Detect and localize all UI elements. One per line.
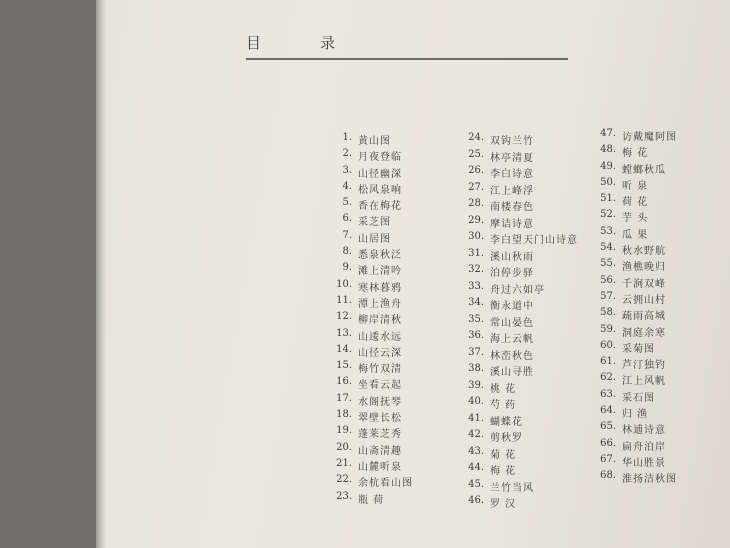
toc-entry-title: 滩上清吟 — [358, 266, 402, 278]
toc-entry-number: 9. — [342, 262, 352, 274]
toc-entry-title: 归 渔 — [622, 409, 649, 421]
toc-entry-number: 67. — [600, 453, 616, 465]
toc-column-3 — [586, 128, 677, 487]
toc-entry-title: 瓜 果 — [622, 229, 649, 241]
toc-entry-number: 20. — [336, 441, 352, 453]
toc-entry-title: 淮扬洁秋图 — [622, 474, 677, 486]
toc-entry-number: 51. — [600, 193, 616, 205]
toc-entry-number: 16. — [336, 376, 352, 388]
toc-entry-title: 摩诘诗意 — [490, 218, 534, 230]
toc-entry — [454, 380, 578, 397]
toc-entry-number: 55. — [600, 258, 616, 270]
toc-entry-number: 33. — [468, 280, 484, 292]
toc-entry — [320, 181, 413, 197]
toc-column-2 — [454, 132, 578, 512]
toc-entry-title: 溪山寻胜 — [490, 367, 534, 378]
toc-entry-title: 山居图 — [358, 233, 391, 245]
toc-entry-number: 41. — [468, 412, 484, 424]
toc-entry-number: 62. — [600, 372, 616, 384]
toc-entry-title: 林峦秋色 — [490, 350, 534, 362]
toc-entry-title: 常山晏色 — [490, 317, 534, 329]
toc-entry-number: 26. — [468, 165, 484, 176]
toc-entry — [320, 213, 413, 229]
toc-entry — [454, 165, 578, 182]
toc-entry-number: 63. — [600, 388, 616, 400]
toc-entry — [320, 148, 413, 164]
toc-entry-title: 螳螂秋瓜 — [622, 164, 666, 176]
toc-entry-title: 泊停步驿 — [490, 268, 534, 279]
toc-entry-title: 兰竹当风 — [490, 482, 534, 494]
toc-entry-title: 千涧双峰 — [622, 278, 666, 290]
toc-entry — [454, 149, 578, 166]
toc-entry — [454, 429, 578, 446]
toc-entry — [320, 262, 413, 278]
toc-entry-title: 海上云帆 — [490, 334, 534, 345]
toc-entry-number: 4. — [342, 180, 352, 192]
toc-entry-title: 江上峰浮 — [490, 185, 534, 197]
toc-entry-title: 月夜登临 — [358, 152, 402, 164]
toc-entry-number: 13. — [336, 327, 352, 339]
toc-entry-title: 南楼春色 — [490, 202, 534, 213]
toc-entry-title: 山麓听泉 — [358, 461, 402, 473]
toc-entry — [320, 458, 413, 474]
toc-entry — [586, 307, 677, 323]
toc-entry — [586, 144, 677, 160]
toc-entry-number: 49. — [600, 160, 616, 172]
toc-entry-title: 悉泉秋泛 — [358, 250, 402, 262]
toc-entry — [454, 347, 578, 364]
toc-entry-number: 25. — [468, 148, 484, 160]
toc-entry-title: 荷 花 — [622, 197, 649, 209]
toc-entry-title: 梅 花 — [490, 466, 517, 477]
toc-entry — [586, 193, 677, 209]
toc-entry-number: 35. — [468, 313, 484, 325]
toc-entry-number: 29. — [468, 214, 484, 226]
toc-entry-number: 36. — [468, 330, 484, 341]
toc-entry — [586, 356, 677, 372]
toc-entry — [320, 295, 413, 311]
toc-entry — [320, 230, 413, 246]
toc-entry — [454, 297, 578, 314]
toc-entry-title: 黄山图 — [358, 136, 391, 147]
toc-entry-title: 梅 花 — [622, 148, 649, 160]
toc-entry-number: 44. — [468, 462, 484, 473]
toc-entry-title: 采石图 — [622, 392, 655, 404]
toc-entry — [454, 363, 578, 380]
toc-entry-number: 58. — [600, 307, 616, 319]
toc-entry — [454, 446, 578, 463]
toc-entry-title: 林亭清夏 — [490, 152, 534, 164]
toc-entry — [586, 291, 677, 307]
toc-entry-title: 松风泉响 — [358, 184, 402, 196]
toc-entry — [586, 421, 677, 437]
toc-entry-title: 水阁抚琴 — [358, 396, 402, 408]
toc-entry-title: 芋 头 — [622, 213, 649, 225]
book-page — [96, 0, 730, 548]
toc-entry-title: 余杭看山图 — [358, 478, 413, 490]
toc-entry-number: 14. — [336, 343, 352, 355]
toc-entry — [586, 161, 677, 177]
toc-entry — [320, 393, 413, 409]
toc-entry-number: 5. — [342, 197, 352, 209]
toc-entry-number: 39. — [468, 379, 484, 391]
toc-entry-number: 22. — [336, 474, 352, 486]
toc-entry — [320, 344, 413, 360]
toc-entry-number: 21. — [336, 457, 352, 469]
toc-entry — [454, 198, 578, 215]
toc-entry — [586, 275, 677, 291]
toc-entry-number: 17. — [336, 392, 352, 404]
toc-entry — [320, 246, 413, 262]
toc-entry — [454, 330, 578, 347]
toc-entry-title: 华山胜景 — [622, 457, 666, 469]
toc-entry — [320, 491, 413, 507]
toc-entry — [586, 242, 677, 258]
toc-entry-number: 48. — [600, 144, 616, 156]
toc-entry-number: 10. — [336, 278, 352, 290]
toc-entry-title: 柳岸清秋 — [358, 315, 402, 327]
toc-entry-title: 林逋诗意 — [622, 425, 666, 437]
toc-entry — [586, 389, 677, 405]
toc-entry-number: 32. — [468, 264, 484, 275]
toc-entry-number: 56. — [600, 274, 616, 286]
toc-entry — [320, 328, 413, 344]
title-rule — [246, 58, 568, 60]
toc-entry — [454, 264, 578, 281]
toc-entry-number: 12. — [336, 311, 352, 323]
title-char-2: 录 — [320, 34, 338, 52]
toc-entry-title: 李白诗意 — [490, 169, 534, 180]
toc-entry — [454, 495, 578, 512]
toc-entry — [454, 479, 578, 496]
toc-entry — [586, 209, 677, 225]
toc-entry — [586, 470, 677, 486]
title-char-1: 目 — [246, 34, 264, 52]
toc-entry — [454, 248, 578, 265]
toc-entry-title: 云拥山村 — [622, 294, 666, 306]
toc-entry-title: 山径云深 — [358, 347, 402, 359]
toc-entry-number: 24. — [468, 132, 484, 143]
toc-entry-number: 6. — [342, 213, 352, 225]
toc-entry — [320, 376, 413, 392]
toc-entry — [454, 231, 578, 248]
toc-entry-number: 57. — [600, 290, 616, 302]
toc-entry — [454, 462, 578, 479]
toc-entry — [320, 409, 413, 425]
toc-entry-title: 访戴魔阿图 — [622, 132, 677, 143]
toc-entry — [320, 425, 413, 441]
toc-entry-number: 60. — [600, 339, 616, 351]
toc-entry — [320, 442, 413, 458]
toc-entry — [454, 215, 578, 232]
toc-entry — [586, 177, 677, 193]
toc-entry-number: 52. — [600, 209, 616, 221]
toc-entry-title: 双钩兰竹 — [490, 136, 534, 147]
toc-entry — [586, 226, 677, 242]
toc-entry-number: 59. — [600, 323, 616, 335]
toc-entry-title: 衡永道中 — [490, 301, 534, 312]
toc-entry-number: 23. — [336, 490, 352, 502]
toc-entry-title: 李白望天门山诗意 — [490, 235, 578, 246]
toc-entry-title: 听 泉 — [622, 180, 649, 192]
toc-entry-number: 46. — [468, 495, 484, 506]
toc-entry-number: 68. — [600, 470, 616, 482]
toc-entry-title: 梅竹双清 — [358, 364, 402, 376]
toc-entry-number: 31. — [468, 247, 484, 259]
toc-entry-number: 40. — [468, 396, 484, 407]
toc-entry — [586, 324, 677, 340]
toc-entry-number: 11. — [336, 294, 352, 306]
toc-column-1 — [320, 132, 413, 507]
toc-entry-title: 采芝图 — [358, 217, 391, 229]
toc-entry-title: 翠壁长松 — [358, 413, 402, 425]
toc-entry-number: 2. — [342, 148, 352, 160]
toc-entry-number: 50. — [600, 176, 616, 188]
toc-entry — [320, 132, 413, 148]
toc-entry-number: 8. — [342, 246, 352, 258]
toc-entry — [454, 281, 578, 298]
toc-entry-number: 47. — [600, 128, 616, 139]
toc-entry-title: 舟过六如亭 — [490, 284, 545, 296]
toc-entry-number: 28. — [468, 198, 484, 209]
toc-entry-title: 香在梅花 — [358, 201, 402, 213]
toc-entry-number: 15. — [336, 360, 352, 372]
toc-entry-number: 64. — [600, 405, 616, 417]
toc-entry — [586, 128, 677, 144]
book-spine — [96, 0, 106, 548]
toc-entry-title: 溪山秋雨 — [490, 251, 534, 263]
toc-entry — [320, 311, 413, 327]
toc-entry-title: 潭上渔舟 — [358, 298, 402, 310]
toc-entry-title: 山逶水远 — [358, 331, 402, 343]
toc-entry-title: 山径幽深 — [358, 168, 402, 180]
toc-entry-number: 42. — [468, 429, 484, 440]
toc-entry — [454, 132, 578, 149]
toc-entry-number: 38. — [468, 363, 484, 374]
toc-entry-title: 桃 花 — [490, 383, 517, 395]
toc-entry-title: 坐看云起 — [358, 380, 402, 392]
toc-entry-number: 7. — [342, 229, 352, 241]
toc-entry-title: 秋水野航 — [622, 246, 666, 258]
toc-entry-number: 27. — [468, 181, 484, 193]
toc-entry-number: 45. — [468, 478, 484, 490]
toc-entry — [320, 360, 413, 376]
toc-entry — [454, 413, 578, 430]
toc-entry — [454, 396, 578, 413]
toc-entry-number: 18. — [336, 409, 352, 421]
toc-entry-title: 疏雨高城 — [622, 311, 666, 323]
toc-entry-title: 菊 花 — [490, 449, 517, 461]
toc-entry-title: 罗 汉 — [490, 499, 517, 510]
toc-entry-number: 53. — [600, 225, 616, 237]
toc-entry-title: 蓬莱芝秀 — [358, 429, 402, 441]
toc-entry-number: 66. — [600, 437, 616, 449]
toc-entry-title: 江上风帆 — [622, 376, 666, 388]
toc-entry-title: 芦汀独钓 — [622, 360, 666, 372]
toc-entry-number: 54. — [600, 242, 616, 254]
toc-entry-title: 洞庭余寒 — [622, 327, 666, 339]
toc-entry — [454, 314, 578, 331]
toc-entry — [586, 340, 677, 356]
toc-entry-number: 34. — [468, 297, 484, 308]
toc-entry — [320, 474, 413, 490]
toc-entry-number: 37. — [468, 346, 484, 358]
toc-entry-title: 渔樵晚归 — [622, 262, 666, 274]
toc-entry — [586, 258, 677, 274]
toc-entry — [586, 438, 677, 454]
toc-entry-title: 山斋清趣 — [358, 445, 402, 457]
toc-entry-number: 61. — [600, 356, 616, 368]
toc-entry-number: 3. — [342, 164, 352, 176]
toc-entry-title: 瓶 荷 — [358, 494, 385, 506]
toc-entry-title: 寒林暮鸦 — [358, 282, 402, 294]
toc-entry-title: 扁舟泊岸 — [622, 441, 666, 453]
toc-entry-title: 采菊图 — [622, 343, 655, 355]
toc-entry-number: 1. — [342, 132, 352, 143]
toc-entry-number: 30. — [468, 231, 484, 242]
toc-entry-number: 43. — [468, 445, 484, 457]
toc-entry — [586, 372, 677, 388]
toc-entry-title: 剪秋罗 — [490, 433, 523, 444]
toc-entry — [320, 165, 413, 181]
toc-entry-title: 芍 药 — [490, 400, 517, 411]
toc-entry-number: 65. — [600, 421, 616, 433]
toc-entry-title: 蝴蝶花 — [490, 416, 523, 428]
toc-entry — [320, 279, 413, 295]
toc-entry-number: 19. — [336, 425, 352, 437]
toc-entry — [586, 454, 677, 470]
toc-entry — [320, 197, 413, 213]
toc-entry — [586, 405, 677, 421]
toc-entry — [454, 182, 578, 199]
